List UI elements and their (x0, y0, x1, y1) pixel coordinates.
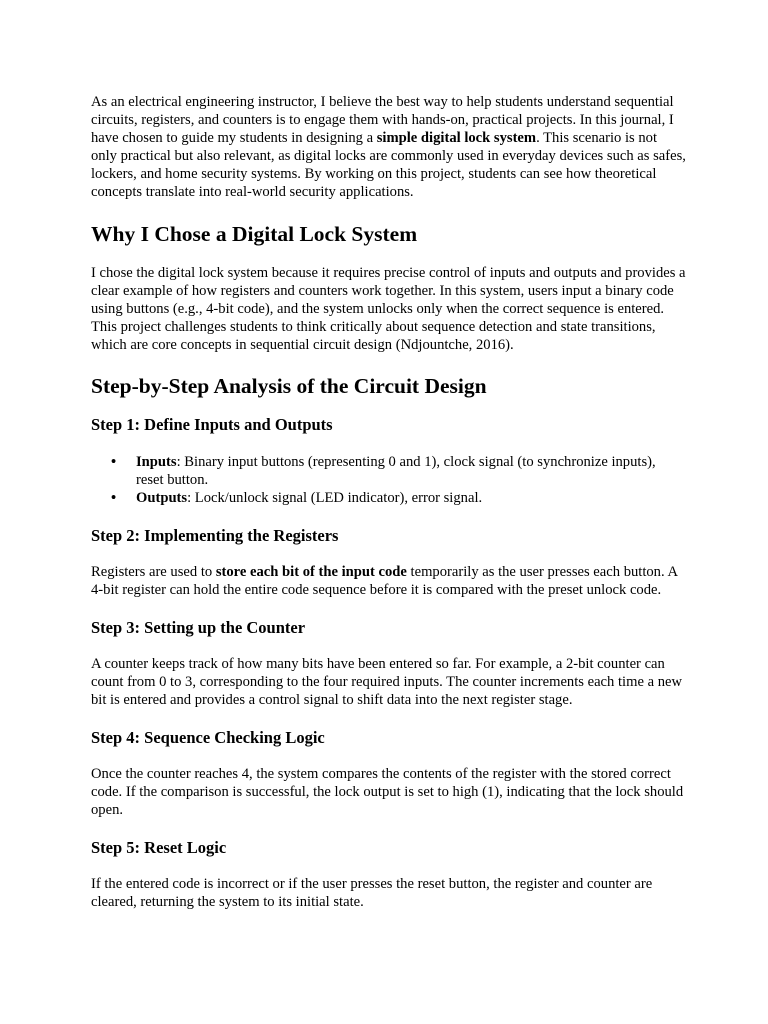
outputs-text: : Lock/unlock signal (LED indicator), error signal. (187, 490, 483, 506)
list-item-outputs (91, 489, 686, 507)
inputs-text: : Binary input buttons (representing 0 and 1), clock signal (to synchronize inputs), reset button. (136, 454, 656, 488)
bullet: • (111, 490, 117, 506)
document-page (91, 93, 686, 911)
intro-paragraph (91, 93, 686, 201)
bullet: • (111, 454, 117, 470)
outputs-label: Outputs (136, 490, 188, 506)
step4-heading: Step 4: Sequence Checking Logic (91, 728, 325, 747)
list-item-inputs (91, 453, 686, 489)
step2-bold-phrase: store each bit of the input code (215, 564, 407, 580)
intro-text-1: As an electrical engineering instructor, I believe the best way to help students understand sequential circuits, registers, and counters is to engage them with hands-on, practical projects. In this journal, I have chosen to guide my students in designing a (91, 94, 674, 146)
step5-paragraph: If the entered code is incorrect or if the user presses the reset button, the register and counter are cleared, returning the system to its initial state. (91, 876, 653, 910)
step1-list (91, 453, 686, 507)
step2-paragraph (91, 563, 686, 599)
inputs-label: Inputs (136, 454, 177, 470)
why-heading: Why I Chose a Digital Lock System (91, 222, 418, 246)
step2-text-2: temporarily as the user presses each button. A 4-bit register can hold the entire code sequence before it is compared with the preset unlock code. (91, 564, 678, 598)
step2-heading: Step 2: Implementing the Registers (91, 526, 339, 545)
step3-paragraph: A counter keeps track of how many bits have been entered so far. For example, a 2-bit counter can count from 0 to 3, corresponding to the four required inputs. The counter increments each time a new bit is entered and provides a control signal to shift data into the next register stage. (91, 656, 683, 708)
step3-heading: Step 3: Setting up the Counter (91, 618, 306, 637)
step1-heading: Step 1: Define Inputs and Outputs (91, 415, 333, 434)
why-paragraph: I chose the digital lock system because it requires precise control of inputs and outputs and provides a clear example of how registers and counters work together. In this system, users input a binary code using buttons (e.g., 4-bit code), and the system unlocks only when the correct sequence is entered. This project challenges students to think critically about sequence detection and state transitions, which are core concepts in sequential circuit design (Ndjountche, 2016). (91, 265, 686, 353)
intro-bold-phrase: simple digital lock system (376, 130, 537, 146)
step2-text-1: Registers are used to (91, 564, 216, 580)
intro-text-2: . This scenario is not only practical but also relevant, as digital locks are commonly used in everyday devices such as safes, lockers, and home security systems. By working on this project, students can see how theoretical concepts translate into real-world security applications. (91, 130, 686, 200)
step4-paragraph: Once the counter reaches 4, the system compares the contents of the register with the stored correct code. If the comparison is successful, the lock output is set to high (1), indicating that the lock should open. (91, 766, 684, 818)
analysis-heading: Step-by-Step Analysis of the Circuit Design (91, 374, 487, 398)
step5-heading: Step 5: Reset Logic (91, 838, 227, 857)
